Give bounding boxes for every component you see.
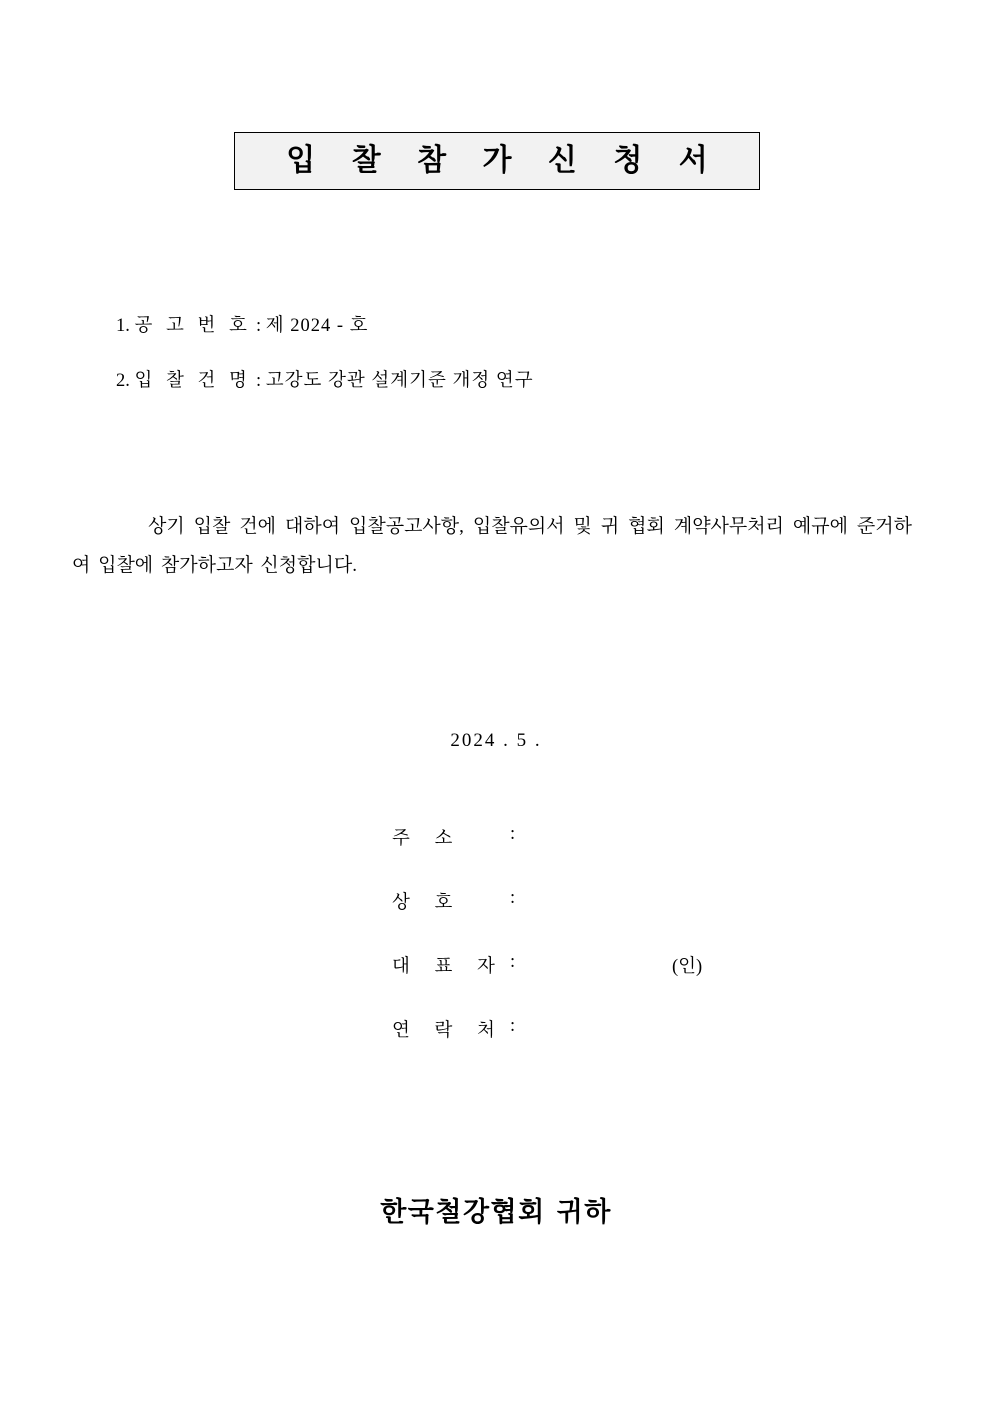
field-row-bid-subject — [116, 370, 534, 392]
document-title-box — [234, 132, 760, 190]
field-number: 2. — [116, 371, 130, 391]
document-date: 2024 . 5 . — [450, 730, 542, 751]
signature-label: 대 표 자 — [392, 957, 505, 977]
signature-row-address — [392, 824, 702, 888]
signature-colon: : — [510, 824, 516, 844]
field-colon: : — [255, 316, 262, 336]
signature-colon: : — [510, 888, 516, 908]
signature-row-contact — [392, 1016, 702, 1080]
signature-colon: : — [510, 1016, 516, 1036]
signature-colon: : — [510, 952, 516, 972]
signature-label: 상 호 — [392, 893, 463, 913]
page-title: 입 찰 참 가 신 청 서 — [286, 143, 721, 178]
field-label: 입 찰 건 명 — [134, 371, 252, 391]
field-label: 공 고 번 호 — [134, 316, 252, 336]
field-row-announcement-number — [116, 315, 369, 337]
signature-label: 연 락 처 — [392, 1021, 505, 1041]
signature-label: 주 소 — [392, 829, 463, 849]
signature-row-representative — [392, 952, 702, 1016]
document-footer-recipient: 한국철강협회 귀하 — [380, 1197, 612, 1228]
field-value: 고강도 강관 설계기준 개정 연구 — [265, 371, 534, 391]
signature-row-company-name — [392, 888, 702, 952]
body-paragraph: 상기 입찰 건에 대하여 입찰공고사항, 입찰유의서 및 귀 협회 계약사무처리 예규에 준거하여 입찰에 참가하고자 신청합니다. — [72, 516, 912, 576]
field-colon: : — [255, 371, 262, 391]
signature-block — [392, 824, 702, 1080]
field-value: 제 2024 - 호 — [265, 316, 369, 336]
field-number: 1. — [116, 316, 130, 336]
signature-seal-mark[interactable]: (인) — [672, 957, 703, 977]
